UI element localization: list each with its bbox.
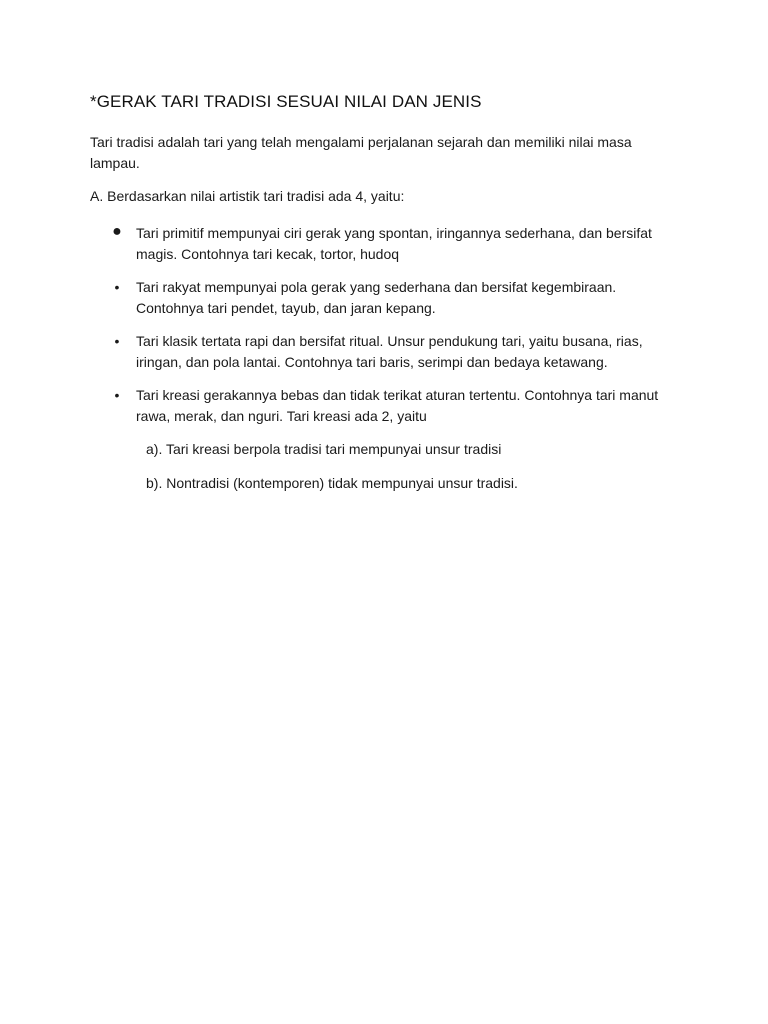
sub-item-b: b). Nontradisi (kontemporen) tidak mempunyai unsur tradisi. (146, 475, 518, 491)
intro-paragraph: Tari tradisi adalah tari yang telah mengalami perjalanan sejarah dan memiliki nilai masa lampau. (90, 134, 632, 171)
list-item-klasik (90, 331, 668, 373)
sub-item-a: a). Tari kreasi berpola tradisi tari mempunyai unsur tradisi (146, 441, 502, 457)
document-title: *GERAK TARI TRADISI SESUAI NILAI DAN JENIS (90, 92, 482, 111)
bullet-icon: • (114, 387, 120, 403)
list-item-rakyat (90, 277, 668, 319)
list-item-kreasi (90, 385, 668, 427)
bullet-icon: • (114, 279, 120, 295)
list-item-text: Tari kreasi gerakannya bebas dan tidak terikat aturan tertentu. Contohnya tari manut rawa, merak, dan nguri. Tari kreasi ada 2, yaitu (136, 387, 659, 424)
list-item-primitif (90, 223, 668, 265)
document-page (90, 92, 690, 507)
list-item-text: Tari klasik tertata rapi dan bersifat ritual. Unsur pendukung tari, yaitu busana, rias, iringan, dan pola lantai. Contohnya tari baris, serimpi dan bedaya ketawang. (136, 333, 643, 370)
bullet-icon: ● (112, 223, 122, 240)
art-types-list (90, 223, 690, 427)
section-a-heading: A. Berdasarkan nilai artistik tari tradisi ada 4, yaitu: (90, 188, 405, 204)
list-item-text: Tari primitif mempunyai ciri gerak yang spontan, iringannya sederhana, dan bersifat magis. Contohnya tari kecak, tortor, hudoq (136, 225, 652, 262)
list-item-text: Tari rakyat mempunyai pola gerak yang sederhana dan bersifat kegembiraan. Contohnya tari pendet, tayub, dan jaran kepang. (136, 279, 617, 316)
bullet-icon: • (114, 333, 120, 349)
